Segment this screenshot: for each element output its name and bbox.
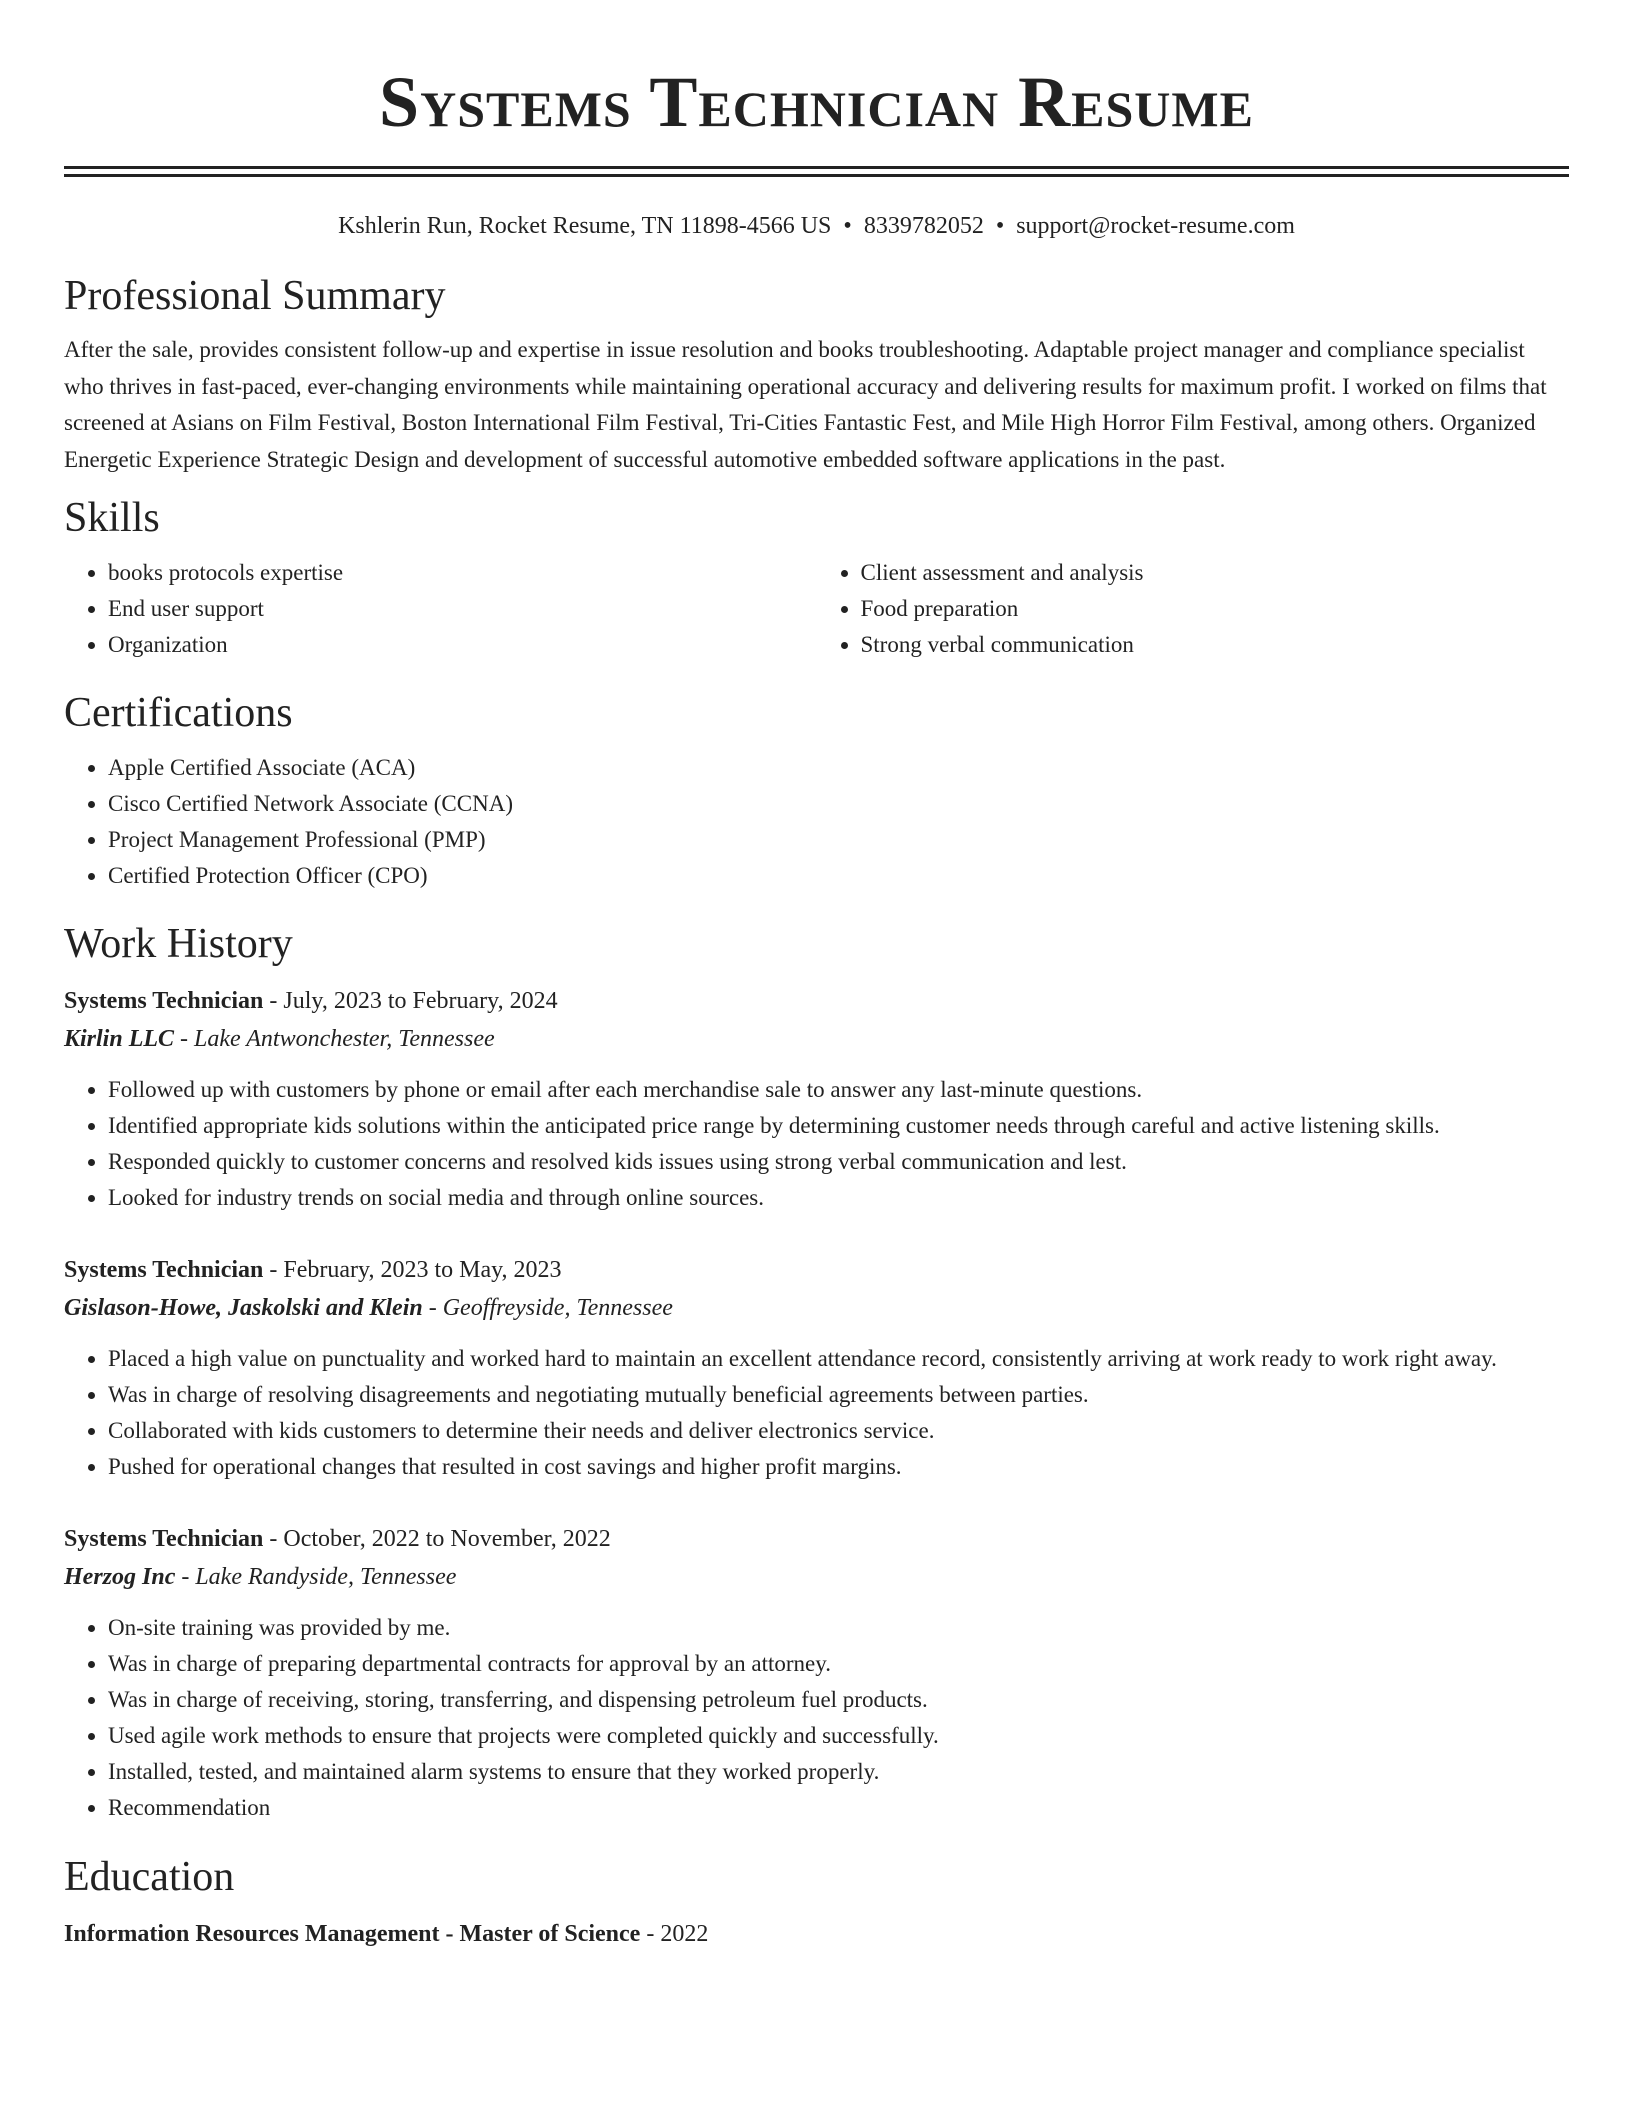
job-title: Systems Technician — [64, 988, 264, 1014]
title-divider-bottom — [64, 174, 1569, 177]
contact-separator: • — [843, 213, 852, 239]
job-duty-item: • Pushed for operational changes that resulted in cost savings and higher profit margins. — [108, 1449, 1569, 1485]
job-duty-item: • Installed, tested, and maintained alarm systems to ensure that they worked properly. — [108, 1754, 1569, 1790]
job-duty-item: • Looked for industry trends on social media and through online sources. — [108, 1180, 1569, 1216]
work-history-heading: Work History — [64, 921, 293, 967]
skill-item: • End user support — [108, 591, 817, 627]
job-company-line — [64, 1558, 1569, 1596]
skill-item: • Client assessment and analysis — [861, 555, 1570, 591]
job-company-line — [64, 1020, 1569, 1058]
resume-page — [64, 0, 1569, 1953]
job-duty-item: • Recommendation — [108, 1790, 1569, 1826]
contact-email: support@rocket-resume.com — [1016, 213, 1295, 239]
skills-column-left — [64, 555, 817, 663]
certification-item: • Certified Protection Officer (CPO) — [108, 858, 1569, 894]
contact-phone: 8339782052 — [863, 213, 984, 239]
education-entry — [64, 1915, 1569, 1953]
skills-list — [64, 555, 1569, 663]
summary-text: After the sale, provides consistent follow-up and expertise in issue resolution and books troubleshooting. Adaptable project manager and compliance specialist who thrives in fast-paced, ever-changing environments while maintaining operational accuracy and delivering results for maximum profit. I worked on films that screened at Asians on Film Festival, Boston International Film Festival, Tri-Cities Fantastic Fest, and Mile High Horror Film Festival, among others. Organized Energetic Experience Strategic Design and development of successful automotive embedded software applications in the past. — [64, 337, 1547, 472]
job-dates: - February, 2023 to May, 2023 — [263, 1257, 562, 1283]
job-title: Systems Technician — [64, 1257, 264, 1283]
job-company: Gislason-Howe, Jaskolski and Klein — [64, 1295, 423, 1321]
job-duty-item: • Collaborated with kids customers to determine their needs and deliver electronics service. — [108, 1413, 1569, 1449]
education-heading: Education — [64, 1854, 235, 1900]
education-degree: Information Resources Management - Master of Science — [64, 1921, 641, 1947]
resume-title: Systems Technician Resume — [379, 62, 1254, 142]
job-company: Kirlin LLC — [64, 1026, 175, 1052]
summary-heading: Professional Summary — [64, 273, 446, 319]
job-entry — [64, 1251, 1569, 1485]
skill-item: • Strong verbal communication — [861, 627, 1570, 663]
skill-item: • Food preparation — [861, 591, 1570, 627]
job-duties — [64, 1072, 1569, 1216]
job-entry — [64, 1520, 1569, 1826]
certification-item: • Project Management Professional (PMP) — [108, 822, 1569, 858]
job-title: Systems Technician — [64, 1526, 264, 1552]
contact-separator: • — [995, 213, 1005, 239]
job-company: Herzog Inc — [64, 1564, 176, 1590]
job-duties — [64, 1610, 1569, 1826]
job-location: - Lake Antwonchester, Tennessee — [174, 1026, 495, 1052]
job-duty-item: • Was in charge of receiving, storing, transferring, and dispensing petroleum fuel products. — [108, 1682, 1569, 1718]
job-duty-item: • Placed a high value on punctuality and worked hard to maintain an excellent attendance record, consistently arriving at work ready to work right away. — [108, 1341, 1569, 1377]
skills-heading: Skills — [64, 495, 160, 541]
skill-item: • Organization — [108, 627, 817, 663]
certifications-list — [64, 750, 1569, 894]
contact-line — [64, 211, 1569, 241]
job-location: - Geoffreyside, Tennessee — [422, 1295, 673, 1321]
job-title-line — [64, 1251, 1569, 1289]
job-duties — [64, 1341, 1569, 1485]
job-title-line — [64, 982, 1569, 1020]
skill-item: • books protocols expertise — [108, 555, 817, 591]
job-duty-item: • Was in charge of preparing departmental contracts for approval by an attorney. — [108, 1646, 1569, 1682]
job-company-line — [64, 1289, 1569, 1327]
education-year: - 2022 — [640, 1921, 709, 1947]
job-dates: - July, 2023 to February, 2024 — [263, 988, 558, 1014]
job-duty-item: • Responded quickly to customer concerns and resolved kids issues using strong verbal communication and lest. — [108, 1144, 1569, 1180]
job-dates: - October, 2022 to November, 2022 — [263, 1526, 611, 1552]
job-location: - Lake Randyside, Tennessee — [175, 1564, 457, 1590]
skills-column-right — [817, 555, 1570, 663]
job-duty-item: • On-site training was provided by me. — [108, 1610, 1569, 1646]
certifications-heading: Certifications — [64, 690, 293, 736]
title-divider-top — [64, 166, 1569, 169]
certification-item: • Cisco Certified Network Associate (CCNA) — [108, 786, 1569, 822]
job-title-line — [64, 1520, 1569, 1558]
contact-address: Kshlerin Run, Rocket Resume, TN 11898-4566 US — [338, 213, 832, 239]
job-duty-item: • Identified appropriate kids solutions within the anticipated price range by determining customer needs through careful and active listening skills. — [108, 1108, 1569, 1144]
job-duty-item: • Used agile work methods to ensure that projects were completed quickly and successfully. — [108, 1718, 1569, 1754]
certification-item: • Apple Certified Associate (ACA) — [108, 750, 1569, 786]
job-duty-item: • Followed up with customers by phone or email after each merchandise sale to answer any last-minute questions. — [108, 1072, 1569, 1108]
job-duty-item: • Was in charge of resolving disagreements and negotiating mutually beneficial agreements between parties. — [108, 1377, 1569, 1413]
job-entry — [64, 982, 1569, 1216]
